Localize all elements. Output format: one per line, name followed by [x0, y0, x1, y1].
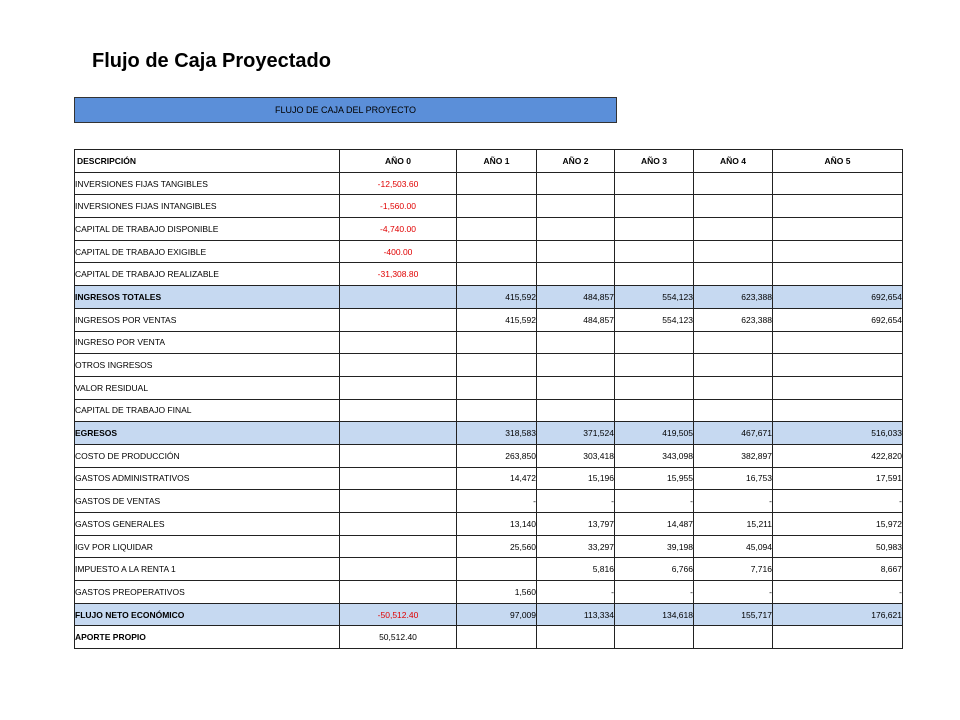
row-label: COSTO DE PRODUCCIÓN [75, 444, 340, 467]
cell-year-1: 263,850 [457, 444, 537, 467]
row-label: INGRESO POR VENTA [75, 331, 340, 354]
cell-year-4 [694, 399, 773, 422]
cell-year-4 [694, 263, 773, 286]
table-row [75, 331, 903, 354]
cell-year-5: 516,033 [773, 422, 903, 445]
cell-year-1 [457, 558, 537, 581]
cell-year-5 [773, 626, 903, 649]
cell-year-2: 303,418 [537, 444, 615, 467]
cell-year-2: 13,797 [537, 513, 615, 536]
row-label: INVERSIONES FIJAS TANGIBLES [75, 172, 340, 195]
cell-year-0 [340, 535, 457, 558]
cell-year-3: 6,766 [615, 558, 694, 581]
row-label: CAPITAL DE TRABAJO FINAL [75, 399, 340, 422]
cell-year-3: 419,505 [615, 422, 694, 445]
cell-year-0: -12,503.60 [340, 172, 457, 195]
cell-year-0 [340, 399, 457, 422]
cell-year-5: 8,667 [773, 558, 903, 581]
cell-year-3 [615, 240, 694, 263]
cell-year-3: 15,955 [615, 467, 694, 490]
cell-year-1: 415,592 [457, 308, 537, 331]
row-label: INGRESOS POR VENTAS [75, 308, 340, 331]
cell-year-2: 371,524 [537, 422, 615, 445]
cell-year-5: 50,983 [773, 535, 903, 558]
table-row [75, 172, 903, 195]
cell-year-1: 13,140 [457, 513, 537, 536]
cell-year-3 [615, 399, 694, 422]
cell-year-1 [457, 331, 537, 354]
column-header: AÑO 3 [615, 150, 694, 173]
cell-year-1 [457, 263, 537, 286]
cell-year-2 [537, 263, 615, 286]
cell-year-5: 692,654 [773, 308, 903, 331]
cell-year-0 [340, 490, 457, 513]
cell-year-3 [615, 172, 694, 195]
cell-year-3: 554,123 [615, 308, 694, 331]
cell-year-5 [773, 376, 903, 399]
cell-year-3: - [615, 490, 694, 513]
cell-year-4: 623,388 [694, 286, 773, 309]
cell-year-2: 484,857 [537, 286, 615, 309]
cell-year-4 [694, 354, 773, 377]
cell-year-4 [694, 195, 773, 218]
cell-year-5 [773, 263, 903, 286]
cell-year-2: 484,857 [537, 308, 615, 331]
cell-year-5 [773, 354, 903, 377]
cell-year-0: 50,512.40 [340, 626, 457, 649]
row-label: GASTOS DE VENTAS [75, 490, 340, 513]
table-banner: FLUJO DE CAJA DEL PROYECTO [74, 97, 617, 123]
cell-year-2 [537, 399, 615, 422]
cell-year-5 [773, 331, 903, 354]
table-row [75, 218, 903, 241]
cell-year-4: 155,717 [694, 603, 773, 626]
cell-year-4: - [694, 490, 773, 513]
cell-year-3 [615, 218, 694, 241]
cell-year-1 [457, 240, 537, 263]
cell-year-1: 1,560 [457, 581, 537, 604]
cell-year-2 [537, 626, 615, 649]
cell-year-4: 7,716 [694, 558, 773, 581]
cell-year-2 [537, 376, 615, 399]
cell-year-2 [537, 195, 615, 218]
cell-year-0: -400.00 [340, 240, 457, 263]
cell-year-5: 17,591 [773, 467, 903, 490]
cell-year-5: 176,621 [773, 603, 903, 626]
table-row [75, 535, 903, 558]
row-label: INVERSIONES FIJAS INTANGIBLES [75, 195, 340, 218]
cell-year-0 [340, 581, 457, 604]
cell-year-4 [694, 240, 773, 263]
table-row [75, 444, 903, 467]
cell-year-0 [340, 376, 457, 399]
row-label: CAPITAL DE TRABAJO EXIGIBLE [75, 240, 340, 263]
cell-year-0 [340, 513, 457, 536]
row-label: INGRESOS TOTALES [75, 286, 340, 309]
row-label: GASTOS PREOPERATIVOS [75, 581, 340, 604]
cell-year-1: 318,583 [457, 422, 537, 445]
cell-year-3: 14,487 [615, 513, 694, 536]
table-row [75, 263, 903, 286]
cell-year-0 [340, 444, 457, 467]
column-header: AÑO 4 [694, 150, 773, 173]
cell-year-3 [615, 376, 694, 399]
cell-year-0 [340, 354, 457, 377]
cell-year-4: 45,094 [694, 535, 773, 558]
row-label: FLUJO NETO ECONÓMICO [75, 603, 340, 626]
cell-year-0 [340, 558, 457, 581]
cell-year-3 [615, 263, 694, 286]
table-row [75, 581, 903, 604]
table-row [75, 240, 903, 263]
table-row [75, 376, 903, 399]
cell-year-1 [457, 354, 537, 377]
table-row [75, 308, 903, 331]
row-label: GASTOS ADMINISTRATIVOS [75, 467, 340, 490]
cell-year-3 [615, 331, 694, 354]
cell-year-5 [773, 195, 903, 218]
cell-year-4: 15,211 [694, 513, 773, 536]
cell-year-4 [694, 172, 773, 195]
cell-year-2 [537, 331, 615, 354]
cell-year-3: 134,618 [615, 603, 694, 626]
column-header: DESCRIPCIÓN [75, 150, 340, 173]
cell-year-5: 692,654 [773, 286, 903, 309]
cell-year-1 [457, 218, 537, 241]
table-row [75, 603, 903, 626]
table-row [75, 513, 903, 536]
cell-year-4: 382,897 [694, 444, 773, 467]
cell-year-2 [537, 354, 615, 377]
cell-year-5: 422,820 [773, 444, 903, 467]
cell-year-3: 554,123 [615, 286, 694, 309]
column-header: AÑO 5 [773, 150, 903, 173]
column-header: AÑO 1 [457, 150, 537, 173]
cell-year-2: 5,816 [537, 558, 615, 581]
cell-year-0 [340, 422, 457, 445]
cell-year-1: 25,560 [457, 535, 537, 558]
cell-year-3 [615, 354, 694, 377]
cell-year-5 [773, 399, 903, 422]
cell-year-4: 623,388 [694, 308, 773, 331]
row-label: IMPUESTO A LA RENTA 1 [75, 558, 340, 581]
cell-year-2 [537, 240, 615, 263]
row-label: IGV POR LIQUIDAR [75, 535, 340, 558]
cell-year-4: 16,753 [694, 467, 773, 490]
row-label: GASTOS GENERALES [75, 513, 340, 536]
cell-year-1: 14,472 [457, 467, 537, 490]
cell-year-2 [537, 218, 615, 241]
cell-year-1: 97,009 [457, 603, 537, 626]
cell-year-1: 415,592 [457, 286, 537, 309]
cell-year-0 [340, 308, 457, 331]
cell-year-2: - [537, 490, 615, 513]
cell-year-5 [773, 218, 903, 241]
cell-year-0: -50,512.40 [340, 603, 457, 626]
cell-year-4 [694, 331, 773, 354]
cell-year-4: 467,671 [694, 422, 773, 445]
table-row [75, 558, 903, 581]
cell-year-3 [615, 626, 694, 649]
cell-year-2 [537, 172, 615, 195]
cell-year-3 [615, 195, 694, 218]
table-row [75, 286, 903, 309]
row-label: CAPITAL DE TRABAJO DISPONIBLE [75, 218, 340, 241]
table-row [75, 490, 903, 513]
cell-year-0 [340, 467, 457, 490]
cell-year-3: - [615, 581, 694, 604]
table-row [75, 195, 903, 218]
cell-year-4 [694, 626, 773, 649]
row-label: VALOR RESIDUAL [75, 376, 340, 399]
column-header: AÑO 0 [340, 150, 457, 173]
cell-year-0 [340, 286, 457, 309]
cell-year-2: 33,297 [537, 535, 615, 558]
cell-year-1 [457, 376, 537, 399]
cell-year-1 [457, 172, 537, 195]
cell-year-0: -4,740.00 [340, 218, 457, 241]
cell-year-5 [773, 172, 903, 195]
cell-year-1 [457, 195, 537, 218]
row-label: OTROS INGRESOS [75, 354, 340, 377]
cell-year-5: - [773, 490, 903, 513]
page-title: Flujo de Caja Proyectado [92, 50, 331, 72]
cell-year-2: 15,196 [537, 467, 615, 490]
cell-year-1 [457, 626, 537, 649]
cell-year-3: 343,098 [615, 444, 694, 467]
cash-flow-table [74, 149, 903, 649]
cell-year-3: 39,198 [615, 535, 694, 558]
cell-year-4 [694, 376, 773, 399]
cell-year-5: 15,972 [773, 513, 903, 536]
row-label: EGRESOS [75, 422, 340, 445]
cell-year-4: - [694, 581, 773, 604]
cell-year-1: - [457, 490, 537, 513]
table-row [75, 626, 903, 649]
cell-year-2: - [537, 581, 615, 604]
cell-year-5 [773, 240, 903, 263]
cell-year-2: 113,334 [537, 603, 615, 626]
header-row [75, 150, 903, 173]
cell-year-0: -1,560.00 [340, 195, 457, 218]
table-row [75, 467, 903, 490]
cell-year-1 [457, 399, 537, 422]
cell-year-4 [694, 218, 773, 241]
cell-year-5: - [773, 581, 903, 604]
column-header: AÑO 2 [537, 150, 615, 173]
table-row [75, 422, 903, 445]
table-row [75, 354, 903, 377]
row-label: CAPITAL DE TRABAJO REALIZABLE [75, 263, 340, 286]
row-label: APORTE PROPIO [75, 626, 340, 649]
cell-year-0: -31,308.80 [340, 263, 457, 286]
cell-year-0 [340, 331, 457, 354]
table-row [75, 399, 903, 422]
